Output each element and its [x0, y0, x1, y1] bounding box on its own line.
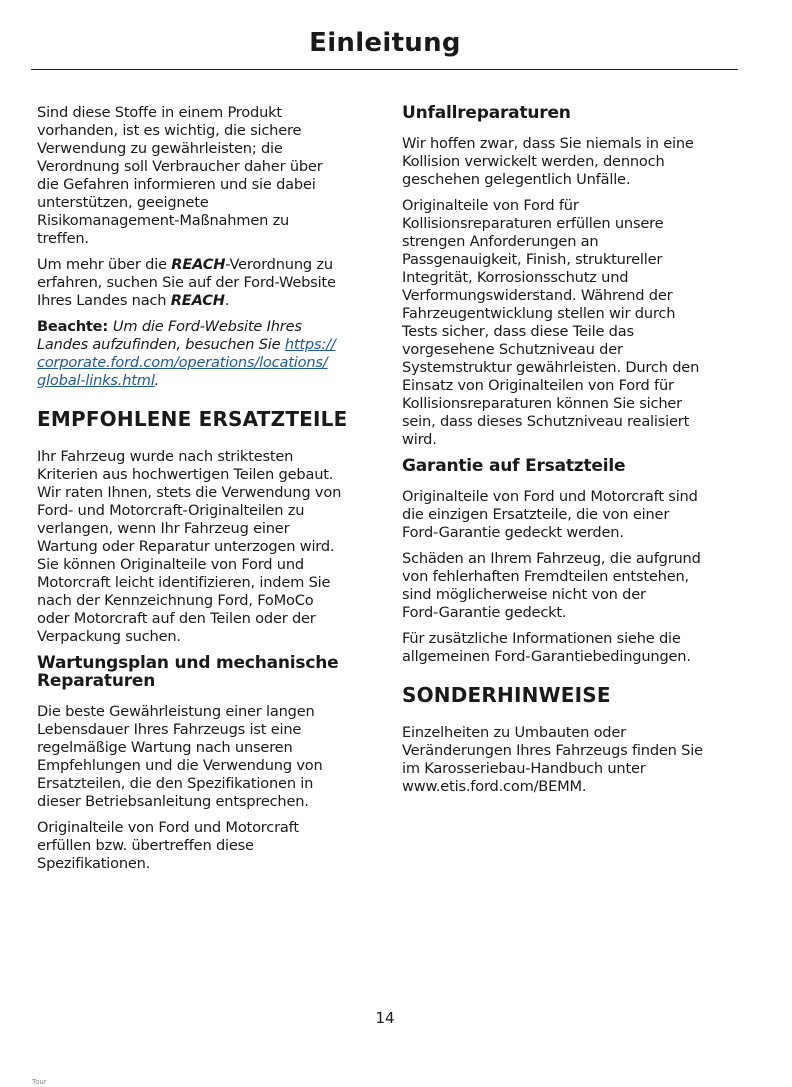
text-line: vorhanden, ist es wichtig, die sichere — [37, 122, 302, 139]
text-line: Integrität, Korrosionsschutz und — [402, 269, 629, 286]
text-segment: Um mehr über die — [37, 256, 172, 273]
text-line: Wartungsplan und mechanische — [37, 653, 339, 673]
text-line: Wartung oder Reparatur unterzogen wird. — [37, 538, 335, 555]
text-line: Veränderungen Ihres Fahrzeugs finden Sie — [402, 742, 703, 759]
text-line: dieser Betriebsanleitung entsprechen. — [37, 793, 309, 810]
paragraph — [402, 197, 737, 449]
paragraph — [402, 135, 737, 189]
text-segment: . — [224, 292, 230, 309]
text-line: Kollision verwickelt werden, dennoch — [402, 153, 665, 170]
text-line: die Gefahren informieren und sie dabei — [37, 176, 316, 193]
text-line: vorgesehene Schutzniveau der — [402, 341, 623, 358]
paragraph — [402, 488, 737, 542]
text-line: nach der Kennzeichnung Ford, FoMoCo — [37, 592, 314, 609]
footer-label: Tour — [32, 1078, 47, 1086]
title-divider — [31, 69, 738, 70]
text-line: Kollisionsreparaturen erfüllen unsere — [402, 215, 664, 232]
subsection-heading — [402, 104, 737, 122]
text-line: Kollisionsreparaturen können Sie sicher — [402, 395, 682, 412]
text-line: Verwendung zu gewährleisten; die — [37, 140, 283, 157]
text-line: Reparaturen — [37, 671, 156, 691]
text-line: treffen. — [37, 230, 89, 247]
text-line: erfahren, suchen Sie auf der Ford-Website — [37, 274, 336, 291]
subsection-heading — [402, 457, 737, 475]
text-segment: REACH — [170, 292, 225, 309]
text-line — [37, 336, 372, 354]
text-line: Motorcraft leicht identifizieren, indem Sie — [37, 574, 331, 591]
subsection-heading — [37, 654, 372, 690]
text-line: Einzelheiten zu Umbauten oder — [402, 724, 626, 741]
text-line: Systemstruktur gewährleisten. Durch den — [402, 359, 700, 376]
text-segment: Ihres Landes nach — [37, 292, 171, 309]
text-line: Sie können Originalteile von Ford und — [37, 556, 304, 573]
section-heading: SONDERHINWEISE — [402, 683, 611, 707]
paragraph — [37, 819, 372, 873]
text-line: Originalteile von Ford und Motorcraft — [37, 819, 299, 836]
text-line: Wir raten Ihnen, stets die Verwendung von — [37, 484, 342, 501]
text-segment: Landes aufzufinden, besuchen Sie — [37, 336, 285, 353]
text-segment: REACH — [171, 256, 226, 273]
text-line: Lebensdauer Ihres Fahrzeugs ist eine — [37, 721, 302, 738]
text-line: Kriterien aus hochwertigen Teilen gebaut. — [37, 466, 334, 483]
paragraph — [402, 630, 737, 666]
text-line: Verformungswiderstand. Während der — [402, 287, 673, 304]
text-line: die einzigen Ersatzteile, die von einer — [402, 506, 670, 523]
text-segment: -Verordnung zu — [225, 256, 333, 273]
text-line: allgemeinen Ford-Garantiebedingungen. — [402, 648, 691, 665]
page-title: Einleitung — [309, 28, 461, 58]
text-line: sein, dass dieses Schutzniveau realisiert — [402, 413, 690, 430]
text-line: Ford-Garantie gedeckt. — [402, 604, 567, 621]
paragraph — [402, 724, 737, 796]
text-line: wird. — [402, 431, 437, 448]
text-line: Garantie auf Ersatzteile — [402, 456, 626, 476]
text-line — [37, 292, 372, 310]
text-segment: . — [154, 372, 160, 389]
text-line: Risikomanagement-Maßnahmen zu — [37, 212, 290, 229]
text-line — [37, 318, 372, 336]
website-link[interactable]: https:// — [284, 336, 336, 353]
website-link[interactable]: corporate.ford.com/operations/locations/ — [37, 354, 328, 371]
text-line: Schäden an Ihrem Fahrzeug, die aufgrund — [402, 550, 701, 567]
text-line: Originalteile von Ford für — [402, 197, 579, 214]
paragraph — [37, 703, 372, 811]
text-line: Einsatz von Originalteilen von Ford für — [402, 377, 674, 394]
text-line: Ersatzteilen, die den Spezifikationen in — [37, 775, 314, 792]
text-line — [37, 372, 372, 390]
paragraph — [37, 448, 372, 646]
text-line — [37, 256, 372, 274]
text-line: www.etis.ford.com/BEMM. — [402, 778, 587, 795]
text-line: Verpackung suchen. — [37, 628, 181, 645]
text-line: Unfallreparaturen — [402, 103, 571, 123]
text-line: Wir hoffen zwar, dass Sie niemals in eine — [402, 135, 694, 152]
text-line: im Karosseriebau-Handbuch unter — [402, 760, 646, 777]
page-number: 14 — [375, 1009, 395, 1027]
text-line: Empfehlungen und die Verwendung von — [37, 757, 323, 774]
website-link[interactable]: global-links.html — [37, 372, 155, 389]
text-line — [37, 354, 372, 372]
text-line: Originalteile von Ford und Motorcraft sind — [402, 488, 698, 505]
paragraph — [37, 104, 372, 248]
paragraph — [37, 256, 372, 310]
text-line: von fehlerhaften Fremdteilen entstehen, — [402, 568, 689, 585]
text-line: Ford-Garantie gedeckt werden. — [402, 524, 624, 541]
text-line: Spezifikationen. — [37, 855, 151, 872]
paragraph — [402, 550, 737, 622]
text-line: unterstützen, geeignete — [37, 194, 209, 211]
text-line: verlangen, wenn Ihr Fahrzeug einer — [37, 520, 290, 537]
text-line: erfüllen bzw. übertreffen diese — [37, 837, 254, 854]
text-line: Sind diese Stoffe in einem Produkt — [37, 104, 282, 121]
section-heading: EMPFOHLENE ERSATZTEILE — [37, 407, 348, 431]
text-line: regelmäßige Wartung nach unseren — [37, 739, 293, 756]
text-line: Ihr Fahrzeug wurde nach striktesten — [37, 448, 294, 465]
text-line: Ford- und Motorcraft-Originalteilen zu — [37, 502, 305, 519]
right-column — [402, 104, 737, 804]
text-line: Passgenauigkeit, Finish, struktureller — [402, 251, 663, 268]
text-line: geschehen gelegentlich Unfälle. — [402, 171, 631, 188]
text-line: Verordnung soll Verbraucher daher über — [37, 158, 323, 175]
text-line: Tests sicher, dass diese Teile das — [402, 323, 634, 340]
text-line: Fahrzeugentwicklung stellen wir durch — [402, 305, 676, 322]
text-line: Für zusätzliche Informationen siehe die — [402, 630, 681, 647]
text-segment: Um die Ford-Website Ihres — [112, 318, 302, 335]
note-label: Beachte: — [37, 318, 113, 335]
text-line: sind möglicherweise nicht von der — [402, 586, 646, 603]
text-line: strengen Anforderungen an — [402, 233, 599, 250]
text-line: oder Motorcraft auf den Teilen oder der — [37, 610, 316, 627]
text-line: Die beste Gewährleistung einer langen — [37, 703, 315, 720]
paragraph — [37, 318, 372, 390]
left-column — [37, 104, 372, 881]
